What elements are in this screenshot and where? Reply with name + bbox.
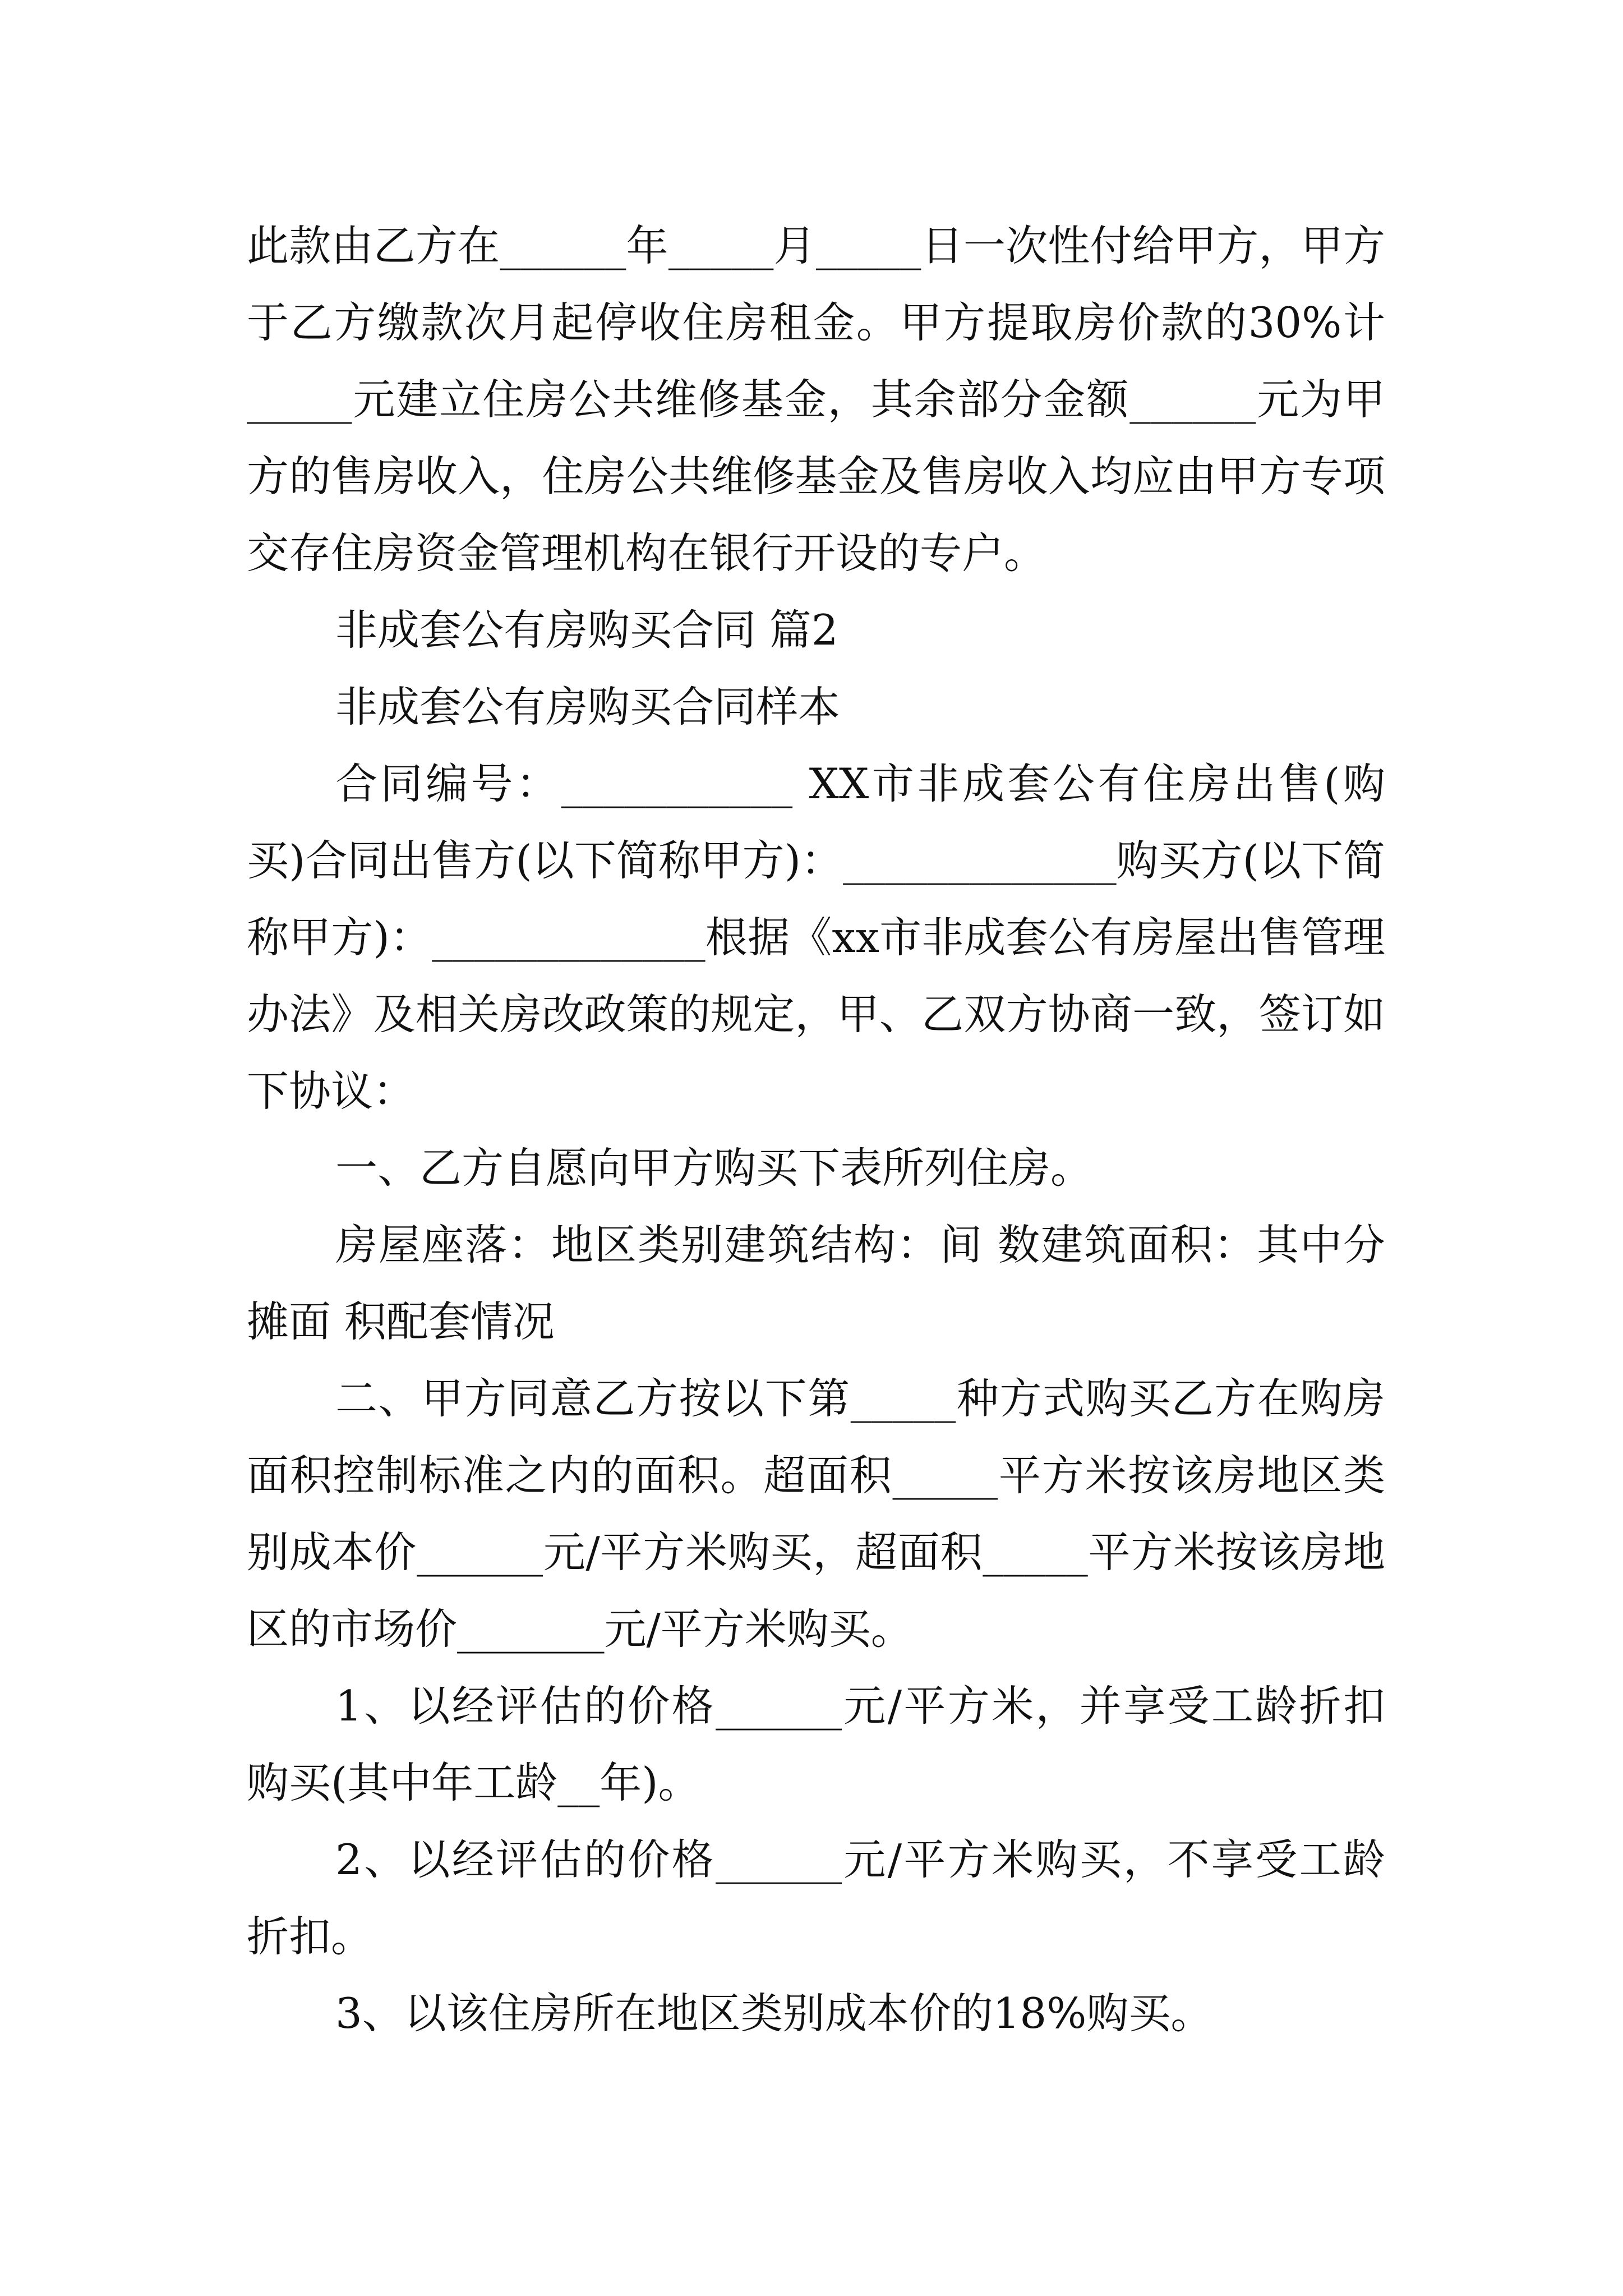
contract-sample-title: 非成套公有房购买合同样本	[335, 682, 841, 731]
clause-2: 二、甲方同意乙方按以下第_____种方式购买乙方在购房面积控制标准之内的面积。超面积_____平方米按该房地区类别成本价______元/平方米购买，超面积_____平方米按该房地区的市场价_______元/平方米购买。	[247, 1374, 1385, 1654]
house-info-line: 房屋座落：地区类别建筑结构：间 数建筑面积：其中分摊面 积配套情况	[247, 1220, 1385, 1346]
option-3: 3、以该住房所在地区类别成本价的18%购买。	[335, 1989, 1213, 2038]
paragraph-contract-parties: 合同编号：___________ XX市非成套公有住房出售(购买)合同出售方(以下简称甲方)：_____________购买方(以下简称甲方)：_____________根据《xx市非成套公有房屋出售管理办法》及相关房改政策的规定，甲、乙双方协商一致，签订如下协议：	[247, 759, 1385, 1116]
document-body	[247, 208, 1385, 2052]
option-2: 2、以经评估的价格______元/平方米购买，不享受工龄折扣。	[247, 1835, 1385, 1961]
section-heading-part2: 非成套公有房购买合同 篇2	[335, 605, 838, 655]
option-1: 1、以经评估的价格______元/平方米，并享受工龄折扣购买(其中年工龄__年)。	[247, 1681, 1385, 1807]
paragraph-payment-terms: 此款由乙方在______年_____月_____日一次性付给甲方，甲方于乙方缴款次月起停收住房租金。甲方提取房价款的30%计_____元建立住房公共维修基金，其余部分金额______元为甲方的售房收入，住房公共维修基金及售房收入均应由甲方专项交存住房资金管理机构在银行开设的专户。	[247, 221, 1385, 578]
clause-1: 一、乙方自愿向甲方购买下表所列住房。	[335, 1143, 1093, 1193]
